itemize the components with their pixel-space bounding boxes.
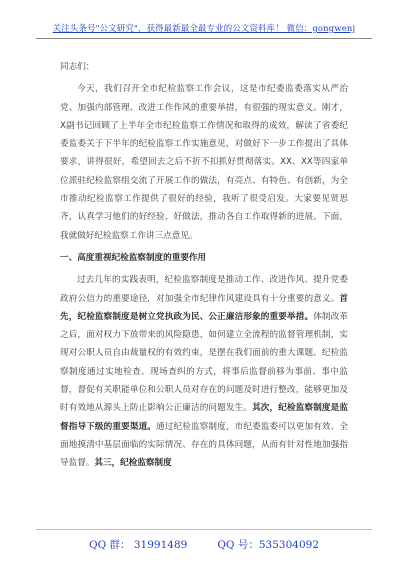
paragraph-text: 通过纪检监察制度，市纪委监委可以更加有效、全面地摸清中基层面临的实际情况、存在的具体问题，从而有针对性地加强指导监督。 bbox=[60, 421, 348, 469]
paragraph-section-1 bbox=[60, 271, 348, 472]
footer-divider bbox=[36, 529, 372, 530]
footer-qq-number: QQ 号：535304092 bbox=[217, 539, 320, 551]
header-promo-text[interactable]: 关注头条号"公文研究"，获得最新最全最专业的公文资料库！ 微信：gongwenj bbox=[52, 23, 356, 33]
paragraph-text: 过去几年的实践表明，纪检监察制度是推动工作、改进作风、提升党委政府公信力的重要途径，对加强全市纪律作风建设具有十分重要的意义。 bbox=[60, 275, 348, 304]
bold-point-third: 其三，纪检监察制度 bbox=[94, 458, 172, 469]
paragraph-text: 体制改革之后，面对权力下放带来的风险隐患，如何建立全流程的监督管理机制，实现对公职人员自由裁量权的有效约束，是摆在我们面前的重大课题。纪检监察制度通过实地检查、现场查纠的方式，将事后监督前移为事前、事中监督，督促有关职能单位和公职人员对存在的问题及时进行整改，能够更加及时有效地从源头上防止影响公正廉洁的问题发生。 bbox=[60, 311, 348, 414]
bold-point-second: 其次，纪检监察制度是监督指导下级的重要渠道。 bbox=[60, 403, 348, 432]
page-footer bbox=[0, 537, 408, 552]
salutation: 同志们： bbox=[60, 62, 95, 72]
document-body bbox=[60, 58, 348, 473]
footer-qq-group: QQ 群： 31991489 bbox=[88, 539, 188, 551]
paragraph-intro: 今天，我们召开全市纪检监察工作会议，这是市纪委监委落实从严治党、加强内部管理、改进工作作风的重要举措，有很强的现实意义。刚才，X副书记回顾了上半年全市纪检监察工作情况和取得的成效，解读了省委纪委监委关于下半年的纪检监察工作实施意见，对做好下一步工作提出了具体要求，讲得很好，希望回去之后不折不扣抓好贯彻落实。XX、XX等四家单位派驻纪检监察组交流了开展工作的做法，有亮点、有特色、有创新，为全市推动纪检监察工作提供了很好的经验，我听了很受启发。大家要见贤思齐，认真学习他们的好经验、好做法，推动各自工作取得新的进展。下面，我就做好纪检监察工作讲三点意见。 bbox=[60, 84, 348, 241]
bold-point-first: 首先，纪检监察制度是树立党执政为民、公正廉洁形象的重要举措。 bbox=[60, 293, 348, 322]
section-heading-1: 一、高度重视纪检监察制度的重要作用 bbox=[60, 252, 207, 263]
page-header-banner bbox=[36, 22, 372, 39]
